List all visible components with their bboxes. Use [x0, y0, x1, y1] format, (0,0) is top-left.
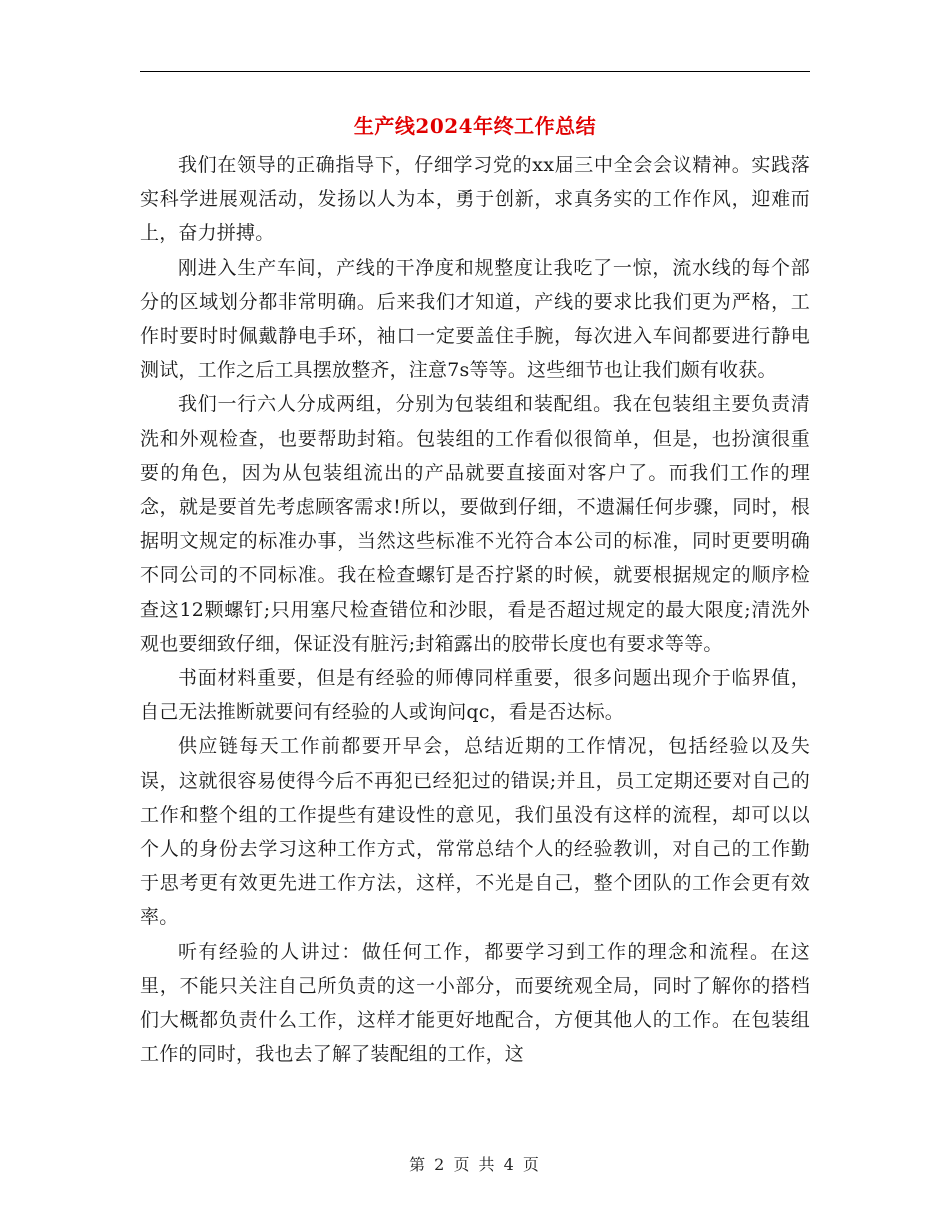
paragraph: 书面材料重要，但是有经验的师傅同样重要，很多问题出现介于临界值，自己无法推断就要问有经验的人或询问qc，看是否达标。: [140, 667, 810, 724]
header-rule: [140, 71, 810, 72]
paragraph: 听有经验的人讲过：做任何工作，都要学习到工作的理念和流程。在这里，不能只关注自己所负责的这一小部分，而要统观全局，同时了解你的搭档们大概都负责什么工作，这样才能更好地配合，方便其他人的工作。在包装组工作的同时，我也去了解了装配组的工作，这: [140, 940, 810, 1066]
paragraph: 供应链每天工作前都要开早会，总结近期的工作情况，包括经验以及失误，这就很容易使得今后不再犯已经犯过的错误;并且，员工定期还要对自己的工作和整个组的工作提些有建设性的意见，我们虽没有这样的流程，却可以以个人的身份去学习这种工作方式，常常总结个人的经验教训，对自己的工作勤于思考更有效更先进工作方法，这样，不光是自己，整个团队的工作会更有效率。: [140, 735, 810, 929]
paragraph: 我们在领导的正确指导下，仔细学习党的xx届三中全会会议精神。实践落实科学进展观活动，发扬以人为本，勇于创新，求真务实的工作作风，迎难而上，奋力拼搏。: [140, 154, 810, 245]
page-number-footer: 第 2 页 共 4 页: [409, 1155, 541, 1174]
document-body: [140, 148, 810, 1071]
paragraph: 刚进入生产车间，产线的干净度和规整度让我吃了一惊，流水线的每个部分的区域划分都非常明确。后来我们才知道，产线的要求比我们更为严格，工作时要时时佩戴静电手环，袖口一定要盖住手腕，每次进入车间都要进行静电测试，工作之后工具摆放整齐，注意7s等等。这些细节也让我们颇有收获。: [140, 256, 810, 382]
paragraph: 我们一行六人分成两组，分别为包装组和装配组。我在包装组主要负责清洗和外观检查，也要帮助封箱。包装组的工作看似很简单，但是，也扮演很重要的角色，因为从包装组流出的产品就要直接面对客户了。而我们工作的理念，就是要首先考虑顾客需求!所以，要做到仔细，不遗漏任何步骤，同时，根据明文规定的标准办事，当然这些标准不光符合本公司的标准，同时更要明确不同公司的不同标准。我在检查螺钉是否拧紧的时候，就要根据规定的顺序检查这12颗螺钉;只用塞尺检查错位和沙眼，看是否超过规定的最大限度;清洗外观也要细致仔细，保证没有脏污;封箱露出的胶带长度也有要求等等。: [140, 393, 810, 655]
document-title: 生产线2024年终工作总结: [353, 114, 597, 138]
